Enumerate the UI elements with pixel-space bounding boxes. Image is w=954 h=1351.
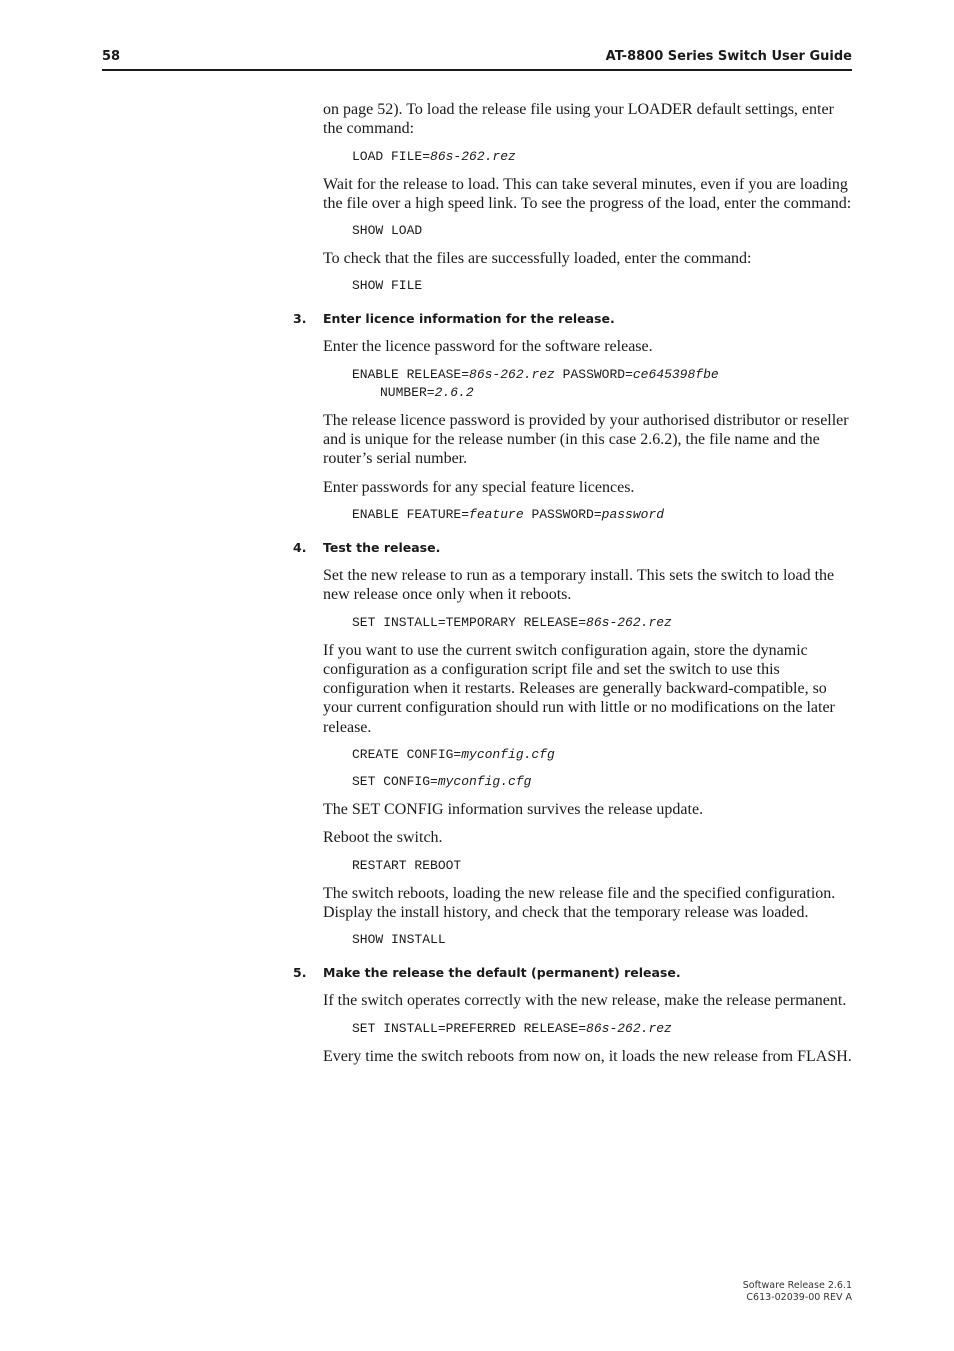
paragraph: Enter passwords for any special feature licences. [323,478,635,496]
command-text: ENABLE RELEASE= [352,366,470,382]
command-load-file [352,148,855,166]
document-revision: C613-02039-00 REV A [746,1292,852,1303]
running-title: AT-8800 Series Switch User Guide [605,49,852,64]
command-restart-reboot: RESTART REBOOT [352,857,462,873]
paragraph: The SET CONFIG information survives the release update. [323,801,704,819]
step-title: Test the release. [323,539,441,555]
command-argument: feature [469,506,524,522]
command-text: CREATE CONFIG= [352,747,462,763]
paragraph: Reboot the switch. [323,829,443,847]
paragraph: The release licence password is provided by your authorised distributor or reseller and is unique for the release number (in this case 2.6.2), the file name and the router’s serial number. [323,411,849,468]
command-argument: 86s-262.rez [586,1020,672,1036]
paragraph: To check that the files are successfully loaded, enter the command: [323,250,752,268]
page-footer [743,1280,852,1304]
step-heading [293,964,855,982]
step-number: 4. [293,539,307,555]
command-argument: 86s-262.rez [430,148,516,164]
paragraph: The switch reboots, loading the new release file and the specified configuration. Display the install history, and check that the temporary release was loaded. [323,884,836,921]
command-argument: password [601,506,665,522]
paragraph: If you want to use the current switch configuration again, store the dynamic configuration as a configuration script file and set the switch to use this configuration when it restarts. Releases are generally backward-compatible, so your current configuration should run with little or no modifications on the later release. [323,641,835,736]
main-content [293,100,855,1075]
page-number: 58 [102,49,121,64]
step-title: Enter licence information for the release. [323,311,615,327]
paragraph: Every time the switch reboots from now on, it loads the new release from FLASH. [323,1047,852,1065]
step-heading [293,539,855,557]
command-text: PASSWORD= [554,366,633,382]
command-argument: myconfig.cfg [461,747,555,763]
command-text: LOAD FILE= [352,148,431,164]
command-argument: 86s-262.rez [469,366,555,382]
command-set-config [352,773,855,791]
software-release: Software Release 2.6.1 [742,1280,852,1291]
command-argument: 86s-262.rez [586,614,672,630]
paragraph: Enter the licence password for the software release. [323,338,653,356]
command-text: PASSWORD= [523,506,602,522]
command-create-config [352,746,855,764]
command-show-load: SHOW LOAD [352,223,423,239]
command-text: SET INSTALL=TEMPORARY RELEASE= [352,614,587,630]
command-enable-release-continued [380,384,855,402]
paragraph: If the switch operates correctly with the new release, make the release permanent. [323,992,847,1010]
command-enable-feature [352,506,855,524]
command-text: SET INSTALL=PREFERRED RELEASE= [352,1020,587,1036]
command-text: ENABLE FEATURE= [352,506,470,522]
step-number: 5. [293,965,307,981]
command-argument: 2.6.2 [434,384,474,400]
paragraph: Wait for the release to load. This can take several minutes, even if you are loading the file over a high speed link. To see the progress of the load, enter the command: [323,175,852,212]
command-text: NUMBER= [380,384,435,400]
step-title: Make the release the default (permanent) release. [323,965,681,981]
command-show-file: SHOW FILE [352,278,423,294]
paragraph: on page 52). To load the release file using your LOADER default settings, enter the command: [323,101,834,138]
command-enable-release [352,366,855,384]
command-set-install-temporary [352,614,855,632]
command-show-install: SHOW INSTALL [352,932,446,948]
page-header [102,48,852,71]
command-argument: ce645398fbe [632,366,719,382]
step-heading [293,310,855,328]
paragraph: Set the new release to run as a temporary install. This sets the switch to load the new release once only when it reboots. [323,566,835,604]
command-argument: myconfig.cfg [437,774,532,790]
step-number: 3. [293,311,307,327]
command-text: SET CONFIG= [352,774,438,790]
command-set-install-preferred [352,1020,855,1038]
